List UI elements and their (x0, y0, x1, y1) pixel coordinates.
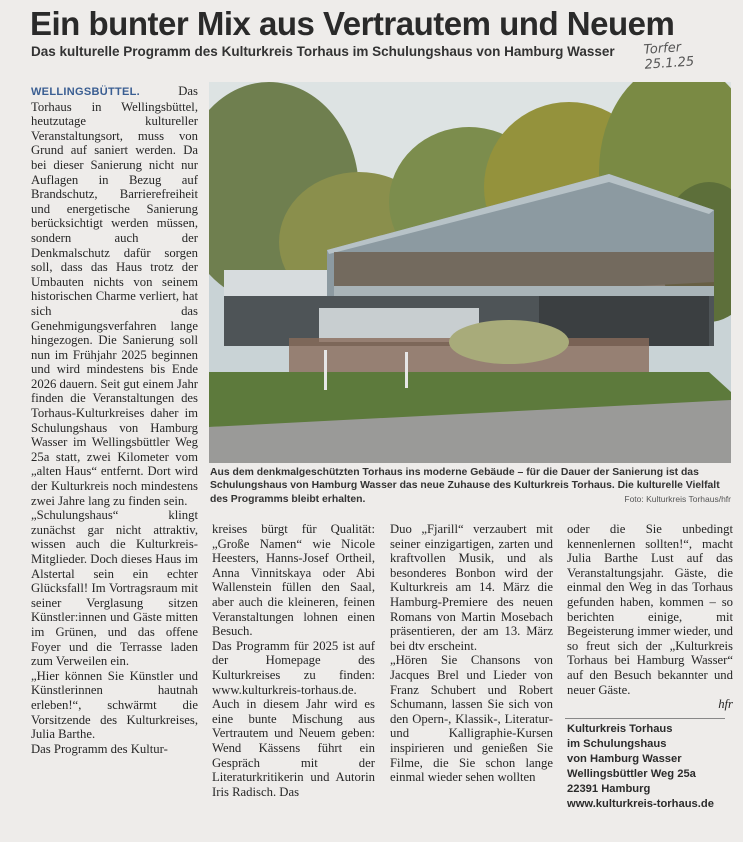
author-signature: hfr (718, 697, 733, 712)
paragraph: Das Torhaus in Wellingsbüttel, heutzutage kultureller Veranstaltungsort, muss von Grund auf saniert werden. Da bei dieser Sanierung nicht nur Auflagen in Bezug auf Brandschutz, Barrierefreiheit und energetische Sanierung berücksichtigt werden müssen, sondern auch der Denkmalschutz dafür sorgen soll, dass das Haus trotz der Umbauten nichts von seinem historischen Charme verliert, hat sich das Genehmigungsverfahren lange hingezogen. Die Sanierung soll nun im Frühjahr 2025 beginnen und wird mindestens bis Ende 2026 dauern. Seit gut einem Jahr finden die Veranstaltungen des Torhaus-Kulturkreises daher im Schulungshaus von Hamburg Wasser im Wellingsbüttler Weg 25a statt, zwei Kilometer vom „alten Haus“ entfernt. Dort wird der Kulturkreis noch mindestens zwei Jahre lang zu finden sein. (31, 84, 199, 508)
headline: Ein bunter Mix aus Vertrautem und Neuem (30, 5, 675, 42)
paragraph: „Hören Sie Chansons von Jacques Brel und Lieder von Franz Schubert und Robert Schumann, lassen Sie sich von den Opern-, Klassik-, Literatur- und Kalligraphie-Kursen inspirieren und genießen Sie Filme, die Sie schon lange einmal wieder sehen wollten (390, 653, 553, 785)
handwritten-note: Torfer 25.1.25 (643, 40, 695, 73)
info-link: www.kulturkreis-torhaus.de (567, 798, 714, 810)
building-photo (209, 82, 731, 463)
info-line: Wellingsbüttler Weg 25a (567, 768, 696, 780)
info-line: 22391 Hamburg (567, 783, 651, 795)
paragraph: Das Programm für 2025 ist auf der Homepage des Kulturkreises zu finden: www.kulturkreis-torhaus.de. Auch in diesem Jahr wird es eine bunte Mischung aus Vertrautem und Neuem geben: Wend Kässens führt ein Gespräch mit der Literaturkritikerin und Autorin Iris Radisch. Das (212, 638, 375, 799)
photo-credit: Foto: Kulturkreis Torhaus/hfr (624, 494, 731, 504)
paragraph: oder die Sie unbedingt kennenlernen sollten!“, macht Julia Barthe Lust auf das Veranstaltungsjahr. Gäste, die einmal den Weg in das Torhaus gefunden haben, kommen – so berichten einige, mit Begeisterung immer wieder, und so freut sich der „Kulturkreis Torhaus bei Hamburg Wasser“ auf den Besuch bekannter und neuer Gäste. (567, 522, 733, 697)
article-column-3 (390, 522, 553, 785)
paragraph: Das Programm des Kultur- (31, 741, 168, 756)
paragraph: „Hier können Sie Künstler und Künstlerinnen hautnah erleben!“, schwärmt die Vorsitzende des Kulturkreises, Julia Barthe. (31, 668, 198, 742)
paragraph: kreises bürgt für Qualität: „Große Namen“ wie Nicole Heesters, Hanns-Josef Ortheil, Anna Vinnitskaya oder Abi Wallenstein füllen den Saal, aber auch die kleineren, feinen Veranstaltungen lohnen einen Besuch. (212, 522, 375, 639)
info-box (567, 722, 735, 812)
building-photo-illustration (209, 82, 731, 463)
info-line: von Hamburg Wasser (567, 753, 682, 765)
paragraph: „Schulungshaus“ klingt zunächst gar nicht attraktiv, wissen auch die Kulturkreis-Mitglieder. Doch dieses Haus im Alstertal sein ein echter Glücksfall! Im Vortragsraum mit seiner Verglasung sitzen Künstler:innen und Gäste mitten im Grünen, und das offene Foyer und die Terrasse laden zum Verweilen ein. (31, 508, 198, 669)
dateline: WELLINGSBÜTTEL. (31, 86, 140, 98)
article-column-1 (31, 84, 198, 756)
photo-caption: Aus dem denkmalgeschützten Torhaus ins moderne Gebäude – für die Dauer der Sanierung ist das Schulungshaus von Hamburg Wasser das neue Zuhause des Kulturkreis Torhaus. Die kulturelle Vielfalt des Programms bleibt erhalten. (210, 467, 720, 505)
info-line: im Schulungshaus (567, 738, 667, 750)
info-line: Kulturkreis Torhaus (567, 723, 673, 735)
article-column-4 (567, 522, 733, 712)
divider (565, 718, 725, 719)
paragraph: Duo „Fjarill“ verzaubert mit seiner einzigartigen, zarten und kraftvollen Musik, und als besonderes Bonbon wird der Kulturkreis am 14. März die Hamburg-Premiere des neuen Romans von Martin Mosebach präsentieren, der am 13. März bei dtv erscheint. (390, 522, 553, 653)
article-column-2 (212, 522, 375, 799)
subheadline: Das kulturelle Programm des Kulturkreis Torhaus im Schulungshaus von Hamburg Wasser (31, 44, 615, 59)
